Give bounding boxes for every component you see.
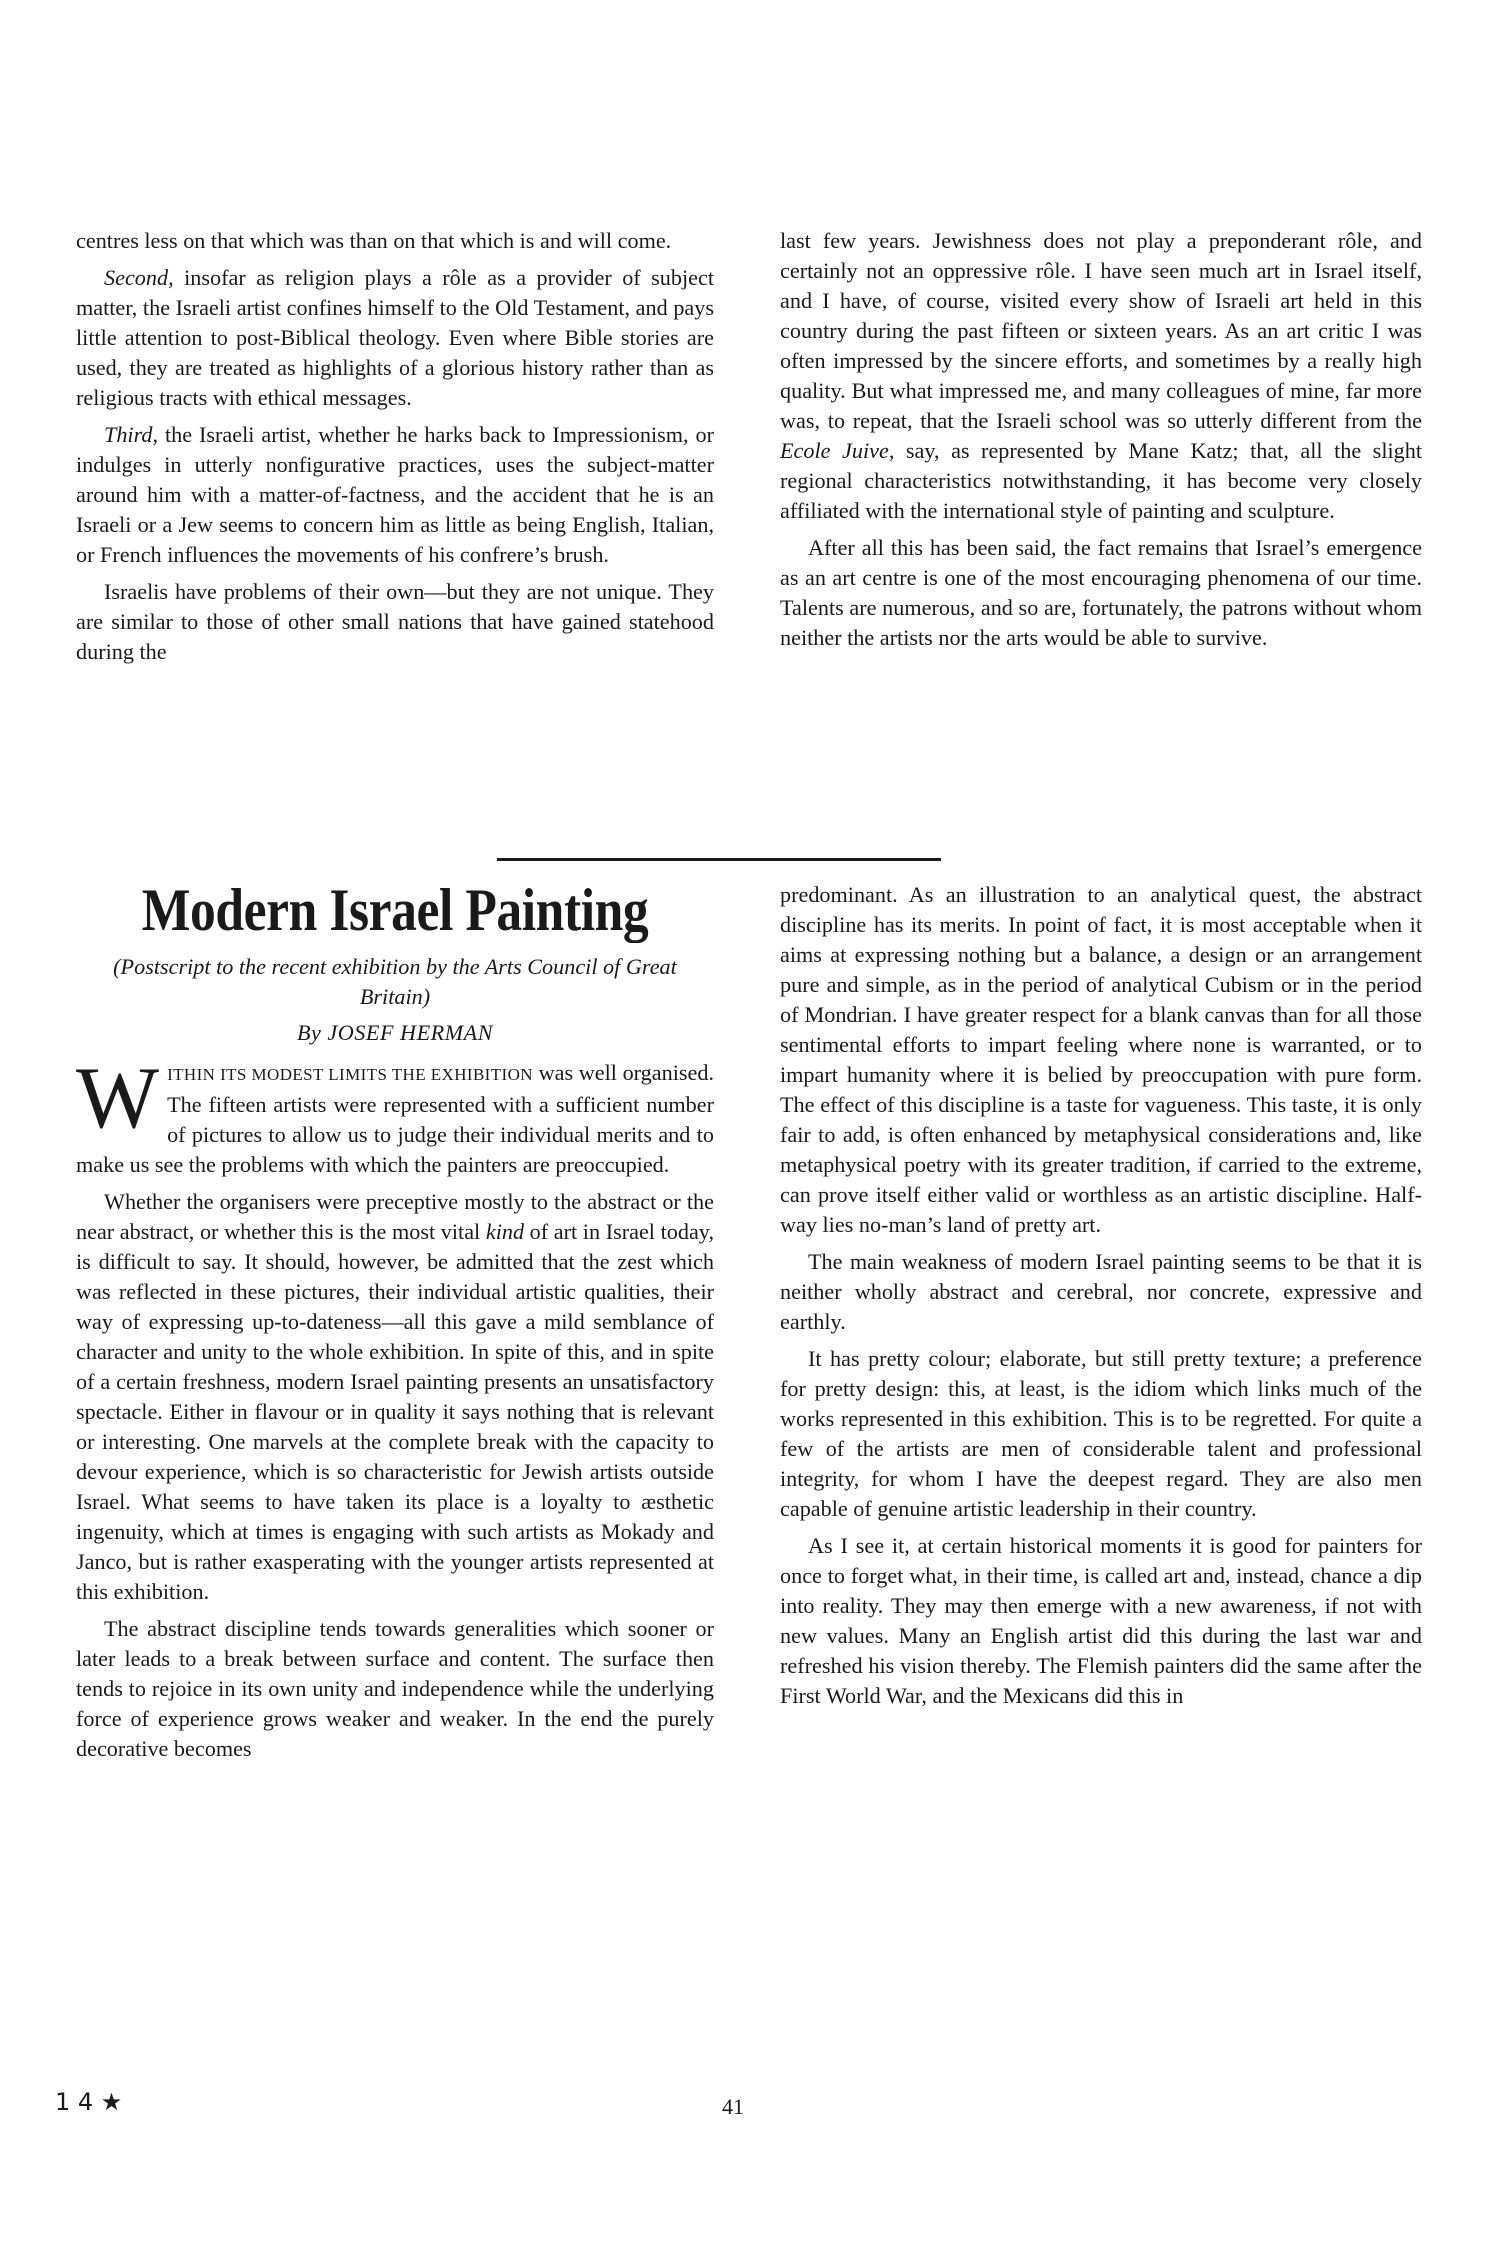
page-number: 41 (722, 2094, 744, 2119)
paragraph: predominant. As an illustration to an analytical quest, the abstract discipline has its merits. In point of fact, it is most acceptable when it aims at expressing nothing but a balance, a design or an arrangement pure and simple, as in the period of analytical Cubism or in the period of Mondrian. I have greater respect for a blank canvas than for all those sentimental efforts to impart feeling where none is warranted, or to impart humanity where it is belied by preoccupation with pure form. The effect of this discipline is a taste for vagueness. This taste, it is only fair to add, is often enhanced by metaphysical considerations and, like metaphysical poetry with its greater tradition, if carried to the extreme, can prove itself either valid or worthless as an artistic discipline. Half-way lies no-man’s land of pretty art. (780, 882, 1422, 1237)
drop-cap: W (76, 1050, 160, 1147)
paragraph: centres less on that which was than on that which is and will come. (76, 228, 672, 253)
paragraph (76, 263, 714, 413)
paragraph-text: Whether the organisers were preceptive mostly to the abstract or the near abstract, or whether this is the most vital (76, 1189, 714, 1244)
article-byline: By JOSEF HERMAN (296, 1020, 494, 1045)
printer-mark: 1 4 ★ (55, 2088, 123, 2116)
paragraph: It has pretty colour; elaborate, but still pretty texture; a preference for pretty design: this, at least, is the idiom which links much of the works represented in this exhibition. This is to be regretted. For quite a few of the artists are men of considerable talent and professional integrity, for whom I have the deepest regard. They are also men capable of genuine artistic leadership in their country. (780, 1346, 1422, 1521)
paragraph (76, 1187, 714, 1607)
paragraph (780, 226, 1422, 526)
paragraph (76, 1050, 714, 1180)
article-right-column (780, 880, 1422, 1718)
top-right-column (780, 226, 1422, 660)
paragraph-text: say, as represented by Mane Katz; that, all the slight regional characteristics notwithstanding, it has become very closely affiliated with the international style of painting and sculpture. (780, 438, 1422, 523)
paragraph (76, 420, 714, 570)
paragraph-lead: Second, (104, 265, 174, 290)
paragraph: As I see it, at certain historical moments it is good for painters for once to forget what, in their time, is called art and, instead, chance a dip into reality. They may then emerge with a new awareness, if not with new values. Many an English artist did this during the last war and refreshed his vision thereby. The Flemish painters did the same after the First World War, and the Mexicans did this in (780, 1533, 1422, 1708)
italic-phrase: Ecole Juive, (780, 438, 895, 463)
section-divider (497, 858, 941, 861)
paragraph-text: of art in Israel today, is difficult to say. It should, however, be admitted that the zest which was reflected in these pictures, their individual artistic qualities, their way of expressing up-to-dateness—all this gave a mild semblance of character and unity to the whole exhibition. In spite of this, and in spite of a certain freshness, modern Israel painting presents an unsatisfactory spectacle. Either in flavour or in quality it says nothing that is relevant or interesting. One marvels at the complete break with the capacity to devour experience, which is so characteristic for Jewish artists outside Israel. What seems to have taken its place is a loyalty to æsthetic ingenuity, which at times is engaging with such artists as Mokady and Janco, but is rather exasperating with the younger artists represented at this exhibition. (76, 1219, 714, 1604)
lead-in-caps: ITHIN ITS MODEST LIMITS THE EXHIBITION (167, 1065, 533, 1084)
article-left-column (76, 876, 714, 1771)
paragraph-text: was well organised. The fifteen artists were represented with a sufficient number of pictures to allow us to judge their individual merits and to make us see the problems with which the painters are preoccupied. (76, 1060, 714, 1177)
paragraph: After all this has been said, the fact remains that Israel’s emergence as an art centre is one of the most encouraging phenomena of our time. Talents are numerous, and so are, fortunately, the patrons without whom neither the artists nor the arts would be able to survive. (780, 535, 1422, 650)
paragraph-text: the Israeli artist, whether he harks back to Impressionism, or indulges in utterly nonfigurative practices, uses the subject-matter around him with a matter-of-factness, and the accident that he is an Israeli or a Jew seems to concern him as little as being English, Italian, or French influences the movements of his confrere’s brush. (76, 422, 714, 567)
paragraph: The abstract discipline tends towards generalities which sooner or later leads to a break between surface and content. The surface then tends to rejoice in its own unity and independence while the underlying force of experience grows weaker and weaker. In the end the purely decorative becomes (76, 1616, 714, 1761)
article-title: Modern Israel Painting (141, 877, 649, 943)
italic-word: kind (485, 1219, 525, 1244)
paragraph: Israelis have problems of their own—but they are not unique. They are similar to those of other small nations that have gained statehood during the (76, 579, 714, 664)
paragraph-text: insofar as religion plays a rôle as a provider of subject matter, the Israeli artist confines himself to the Old Testament, and pays little attention to post-Biblical theology. Even where Bible stories are used, they are treated as highlights of a glorious history rather than as religious tracts with ethical messages. (76, 265, 714, 410)
paragraph-lead: Third, (104, 422, 159, 447)
paragraph: The main weakness of modern Israel painting seems to be that it is neither wholly abstract and cerebral, nor concrete, expressive and earthly. (780, 1249, 1422, 1334)
article-subtitle: (Postscript to the recent exhibition by the Arts Council of Great Britain) (113, 954, 677, 1009)
paragraph-text: last few years. Jewishness does not play a preponderant rôle, and certainly not an oppressive rôle. I have seen much art in Israel itself, and I have, of course, visited every show of Israeli art held in this country during the past fifteen or sixteen years. As an art critic I was often impressed by the sincere efforts, and sometimes by a really high quality. But what impressed me, and many colleagues of mine, far more was, to repeat, that the Israeli school was so utterly different from the (780, 228, 1422, 433)
top-left-column (76, 226, 714, 674)
